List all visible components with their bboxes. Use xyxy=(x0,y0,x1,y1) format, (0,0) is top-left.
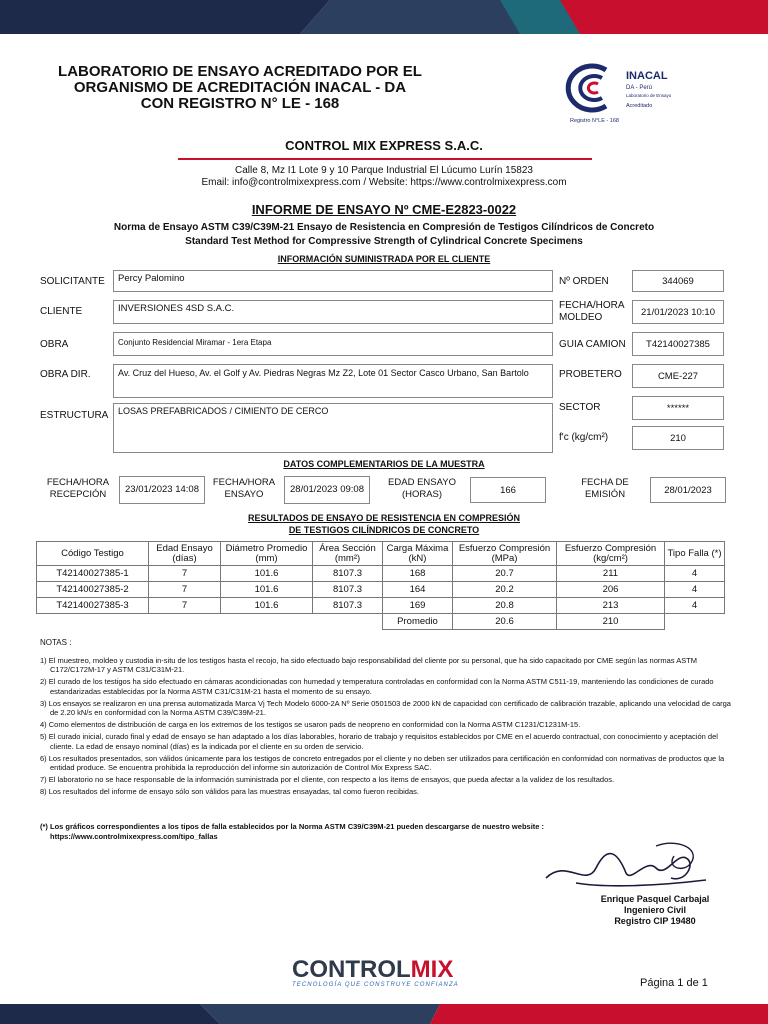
obra-label: OBRA xyxy=(40,339,69,350)
note-item: 5) El curado inicial, curado final y edad de ensayo se han adaptado a los días laborables, horario de trabajo y requisitos establecidos por CME en el acuerdo contractual, con conocimiento y aceptación del cliente. La edad de ensayo nominal (días) es la indicada por el cliente en su orden de servicio. xyxy=(40,732,718,751)
results-header-row xyxy=(37,542,725,566)
cell: T42140027385-2 xyxy=(37,582,149,598)
inacal-emblem-icon xyxy=(548,60,624,116)
cliente-value: INVERSIONES 4SD S.A.C. xyxy=(113,300,553,324)
results-title-1: RESULTADOS DE ENSAYO DE RESISTENCIA EN COMPRESIÓN xyxy=(247,513,521,523)
cell: 20.7 xyxy=(453,566,557,582)
sector-value: ****** xyxy=(632,396,724,420)
logo-text-control: CONTROL xyxy=(292,956,411,983)
cell: 206 xyxy=(557,582,665,598)
cell: 4 xyxy=(665,582,725,598)
report-title: INFORME DE ENSAYO Nº CME-E2823-0022 xyxy=(251,202,517,217)
cell: 8107.3 xyxy=(313,598,383,614)
cell: 20.2 xyxy=(453,582,557,598)
average-row xyxy=(37,614,725,630)
cliente-label: CLIENTE xyxy=(40,306,83,317)
note-item: 6) Los resultados presentados, son válidos únicamente para los testigos de concreto entregados por el cliente y no deben ser utilizados para certificación en conformidad con normativas de productos que la entidad produce. Se encuentra prohibida la reproducción del informe sin autorización de Control Mix Express SAC. xyxy=(40,753,725,773)
signatory-name: Enrique Pasquel Carbajal xyxy=(600,894,710,904)
solicitante-label: SOLICITANTE xyxy=(40,276,105,287)
cell: 8107.3 xyxy=(313,582,383,598)
cell: 101.6 xyxy=(221,566,313,582)
inacal-name: INACAL xyxy=(626,70,668,82)
col-header: Diámetro Promedio (mm) xyxy=(221,542,313,566)
orden-value: 344069 xyxy=(632,270,724,292)
company-address: Calle 8, Mz I1 Lote 9 y 10 Parque Industrial El Lúcumo Lurín 15823 xyxy=(235,165,533,176)
sector-label: SECTOR xyxy=(559,402,601,413)
edad-label: EDAD ENSAYO (HORAS) xyxy=(388,477,456,500)
average-kg: 210 xyxy=(557,614,665,630)
lab-accreditation-title: LABORATORIO DE ENSAYO ACREDITADO POR EL ORGANISMO DE ACREDITACIÓN INACAL - DA CON REGISTRO N° LE - 168 xyxy=(58,63,422,112)
top-decorative-band xyxy=(0,0,768,34)
inacal-sub2: Laboratorio de Ensayo xyxy=(626,93,672,98)
cell: 7 xyxy=(149,598,221,614)
signatory-registry: Registro CIP 19480 xyxy=(614,916,696,926)
standard-english: Standard Test Method for Compressive Strength of Cylindrical Concrete Specimens xyxy=(185,236,583,247)
fc-label: f'c (kg/cm²) xyxy=(559,432,609,443)
guia-label: GUIA CAMION xyxy=(559,339,626,350)
recepcion-label: FECHA/HORA RECEPCIÓN xyxy=(46,477,110,500)
estructura-label: ESTRUCTURA xyxy=(40,410,109,421)
col-header: Código Testigo xyxy=(37,542,149,566)
fc-value: 210 xyxy=(632,426,724,450)
cell: 213 xyxy=(557,598,665,614)
average-mpa: 20.6 xyxy=(453,614,557,630)
cell: 7 xyxy=(149,582,221,598)
table-row xyxy=(37,566,725,582)
edad-value: 166 xyxy=(470,477,546,503)
emision-label: FECHA DE EMISIÓN xyxy=(581,477,629,500)
obra-value: Conjunto Residencial Miramar - 1era Etapa xyxy=(113,332,553,356)
inacal-sub: DA - Perú xyxy=(626,85,653,91)
obra-dir-label: OBRA DIR. xyxy=(40,369,91,380)
col-header: Área Sección (mm²) xyxy=(313,542,383,566)
obra-dir-value: Av. Cruz del Hueso, Av. el Golf y Av. Piedras Negras Mz Z2, Lote 01 Sector Casco Urbano, San Bartolo xyxy=(113,364,553,398)
table-row xyxy=(37,582,725,598)
recepcion-value: 23/01/2023 14:08 xyxy=(119,476,205,504)
cell: 211 xyxy=(557,566,665,582)
table-row xyxy=(37,598,725,614)
col-header: Esfuerzo Compresión (kg/cm²) xyxy=(557,542,665,566)
orden-label: Nº ORDEN xyxy=(559,276,609,287)
cell: 101.6 xyxy=(221,582,313,598)
estructura-value: LOSAS PREFABRICADOS / CIMIENTO DE CERCO xyxy=(113,403,553,453)
note-item: 1) El muestreo, moldeo y custodia in-situ de los testigos hasta el recojo, ha sido efectuado bajo responsabilidad del cliente por su personal, que ha sido capacitado por CME según las normas ASTM C172/C172M-17 y ASTM C31/C31M-21. xyxy=(40,656,698,675)
inacal-logo xyxy=(548,60,688,130)
emision-value: 28/01/2023 xyxy=(650,477,726,503)
cell: 164 xyxy=(383,582,453,598)
col-header: Edad Ensayo (días) xyxy=(149,542,221,566)
page-number: Página 1 de 1 xyxy=(640,977,708,989)
note-item: 2) El curado de los testigos ha sido efectuado en cámaras acondicionadas con humedad y temperatura controladas en conformidad con la Norma ASTM C511-19, manteniendo las condiciones de curado estandarizadas establecidas por la Norma ASTM C31/C31M-21 hasta el momento de su ensayo. xyxy=(40,677,714,696)
col-header: Tipo Falla (*) xyxy=(665,542,725,566)
col-header: Carga Máxima (kN) xyxy=(383,542,453,566)
logo-text-mix: MIX xyxy=(410,956,454,983)
probetero-value: CME-227 xyxy=(632,364,724,388)
failure-types-link[interactable]: https://www.controlmixexpress.com/tipo_fallas xyxy=(50,832,218,841)
ensayo-label: FECHA/HORA ENSAYO xyxy=(212,477,276,500)
cell: 101.6 xyxy=(221,598,313,614)
fecha-moldeo-value: 21/01/2023 10:10 xyxy=(632,300,724,324)
logo-tagline: TECNOLOGÍA QUE CONSTRUYE CONFIANZA xyxy=(292,982,459,988)
note-item: 4) Como elementos de distribución de carga en los extremos de los testigos se usaron pads de neopreno en conformidad con la Norma ASTM C1231/C1231M-15. xyxy=(40,720,581,730)
company-name: CONTROL MIX EXPRESS S.A.C. xyxy=(285,138,483,153)
failure-types-text: (*) Los gráficos correspondientes a los tipos de falla establecidos por la Norma ASTM C39/C39M-21 pueden descargarse de nuestro website : xyxy=(40,822,545,831)
results-title-2: DE TESTIGOS CILÍNDRICOS DE CONCRETO xyxy=(288,525,480,535)
cell: 7 xyxy=(149,566,221,582)
cell: 4 xyxy=(665,598,725,614)
divider xyxy=(178,158,592,160)
cell: 169 xyxy=(383,598,453,614)
cell: T42140027385-1 xyxy=(37,566,149,582)
notes-heading: NOTAS : xyxy=(40,638,72,647)
results-table xyxy=(36,541,725,630)
controlmix-logo xyxy=(292,956,482,988)
cell: T42140027385-3 xyxy=(37,598,149,614)
bottom-decorative-band xyxy=(0,1004,768,1024)
col-header: Esfuerzo Compresión (MPa) xyxy=(453,542,557,566)
fecha-moldeo-label: FECHA/HORA MOLDEO xyxy=(559,300,625,323)
notes-list xyxy=(40,656,740,800)
note-item: 3) Los ensayos se realizaron en una prensa automatizada Marca Vj Tech Modelo 6000-2A Nº Serie 0501503 de 2000 kN de capacidad con certificado de calibración trazable, aplicando una velocidad de carga de 2.20 kN/s en conformidad con la Norma ASTM C39/C39M-21. xyxy=(40,698,731,718)
handwritten-signature xyxy=(536,838,716,898)
probetero-label: PROBETERO xyxy=(559,369,622,380)
guia-value: T42140027385 xyxy=(632,332,724,356)
cell: 8107.3 xyxy=(313,566,383,582)
note-item: 7) El laboratorio no se hace responsable de la información suministrada por el cliente, con respecto a los ítems de ensayos, que pueda afectar a la validez de los resultados. xyxy=(40,775,615,785)
cell: 20.8 xyxy=(453,598,557,614)
client-section-title: INFORMACIÓN SUMINISTRADA POR EL CLIENTE xyxy=(277,254,491,264)
cell: 4 xyxy=(665,566,725,582)
cell: 168 xyxy=(383,566,453,582)
sample-section-title: DATOS COMPLEMENTARIOS DE LA MUESTRA xyxy=(283,459,485,469)
inacal-registry: Registro N°LE - 168 xyxy=(570,118,619,124)
signatory-block xyxy=(560,894,750,927)
solicitante-value: Percy Palomino xyxy=(113,270,553,292)
ensayo-value: 28/01/2023 09:08 xyxy=(284,476,370,504)
note-item: 8) Los resultados del informe de ensayo sólo son válidos para las muestras ensayadas, tal como fueron recibidas. xyxy=(40,787,419,797)
company-contact: Email: info@controlmixexpress.com / Website: https://www.controlmixexpress.com xyxy=(201,177,567,188)
standard-spanish: Norma de Ensayo ASTM C39/C39M-21 Ensayo de Resistencia en Compresión de Testigos Cilíndricos de Concreto xyxy=(113,222,655,233)
signatory-role: Ingeniero Civil xyxy=(623,905,686,915)
average-label: Promedio xyxy=(383,614,453,630)
inacal-sub3: Acreditado xyxy=(626,103,653,109)
